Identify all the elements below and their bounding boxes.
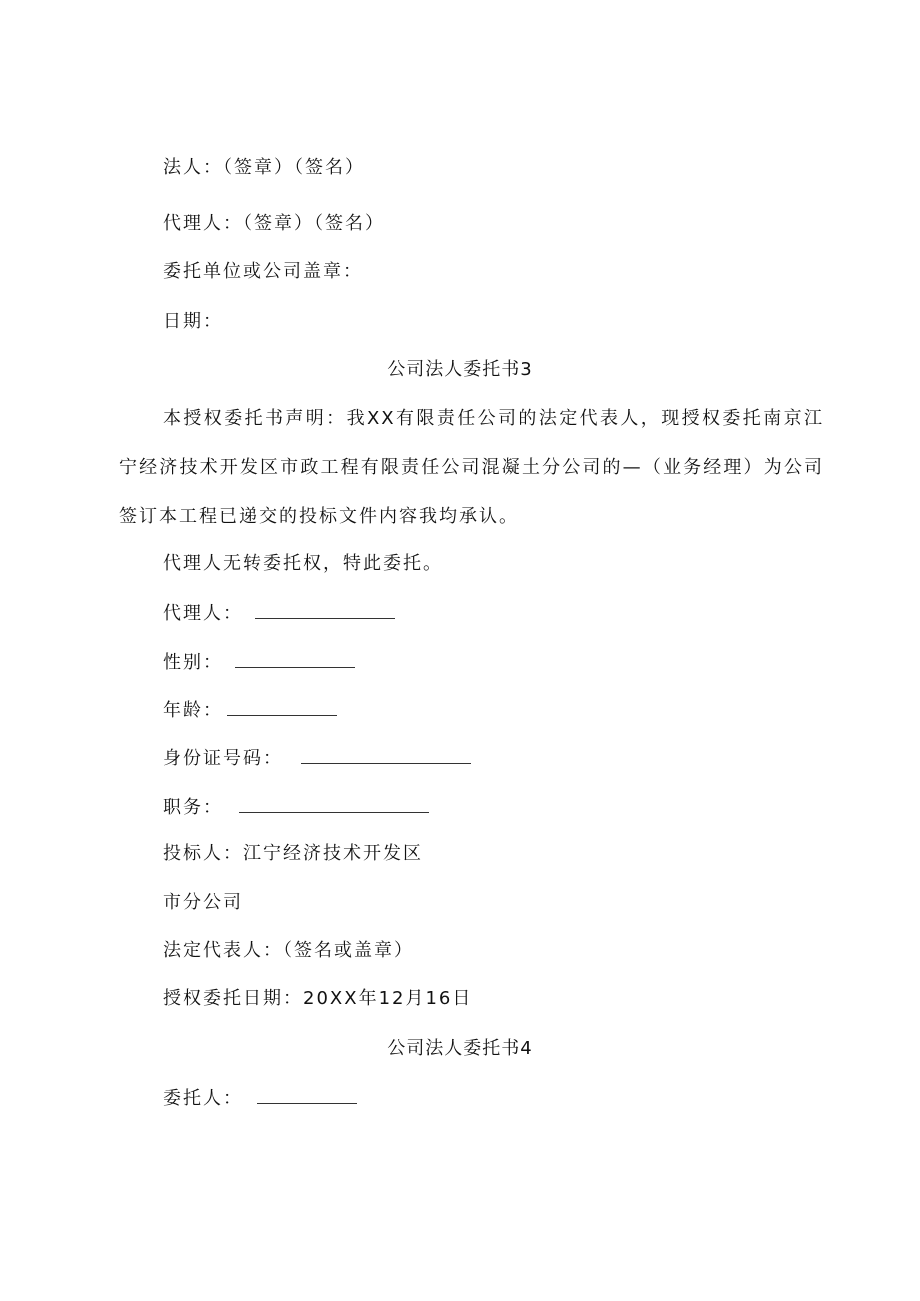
principal-field-label: 委托人： [163,1088,243,1109]
section-title-4: 公司法人委托书4 [387,1038,533,1059]
no-transfer-statement: 代理人无转委托权，特此委托。 [163,553,443,574]
id-number-blank [301,745,471,764]
id-number-field-label: 身份证号码： [163,748,283,769]
date-line: 日期： [163,311,223,332]
age-field [163,697,337,724]
id-number-field [163,745,471,772]
authorization-paragraph: 本授权委托书声明：我XX有限责任公司的法定代表人，现授权委托南京江宁经济技术开发区市政工程有限责任公司混凝土分公司的—（业务经理）为公司签订本工程已递交的投标文件内容我均承认。 [119,408,824,527]
gender-field-label: 性别： [163,652,223,673]
gender-blank [235,649,355,668]
age-field-label: 年龄： [163,700,223,721]
legal-person-signature-line: 法人：（签章）（签名） [163,157,365,178]
authorization-date-line: 授权委托日期：20XX年12月16日 [163,988,473,1009]
legal-representative-line: 法定代表人：（签名或盖章） [163,940,414,961]
agent-blank [255,600,395,619]
position-blank [239,794,429,813]
gender-field [163,649,355,676]
section-title-3: 公司法人委托书3 [387,359,533,380]
company-seal-line: 委托单位或公司盖章： [163,261,363,282]
bidder-line: 投标人：江宁经济技术开发区 [163,843,423,864]
principal-field [163,1085,357,1112]
branch-line: 市分公司 [163,892,243,913]
position-field [163,794,429,821]
age-blank [227,697,337,716]
principal-blank [257,1085,357,1104]
position-field-label: 职务： [163,797,223,818]
agent-field [163,600,395,627]
agent-field-label: 代理人： [163,603,243,624]
agent-signature-line: 代理人：（签章）（签名） [163,213,385,234]
